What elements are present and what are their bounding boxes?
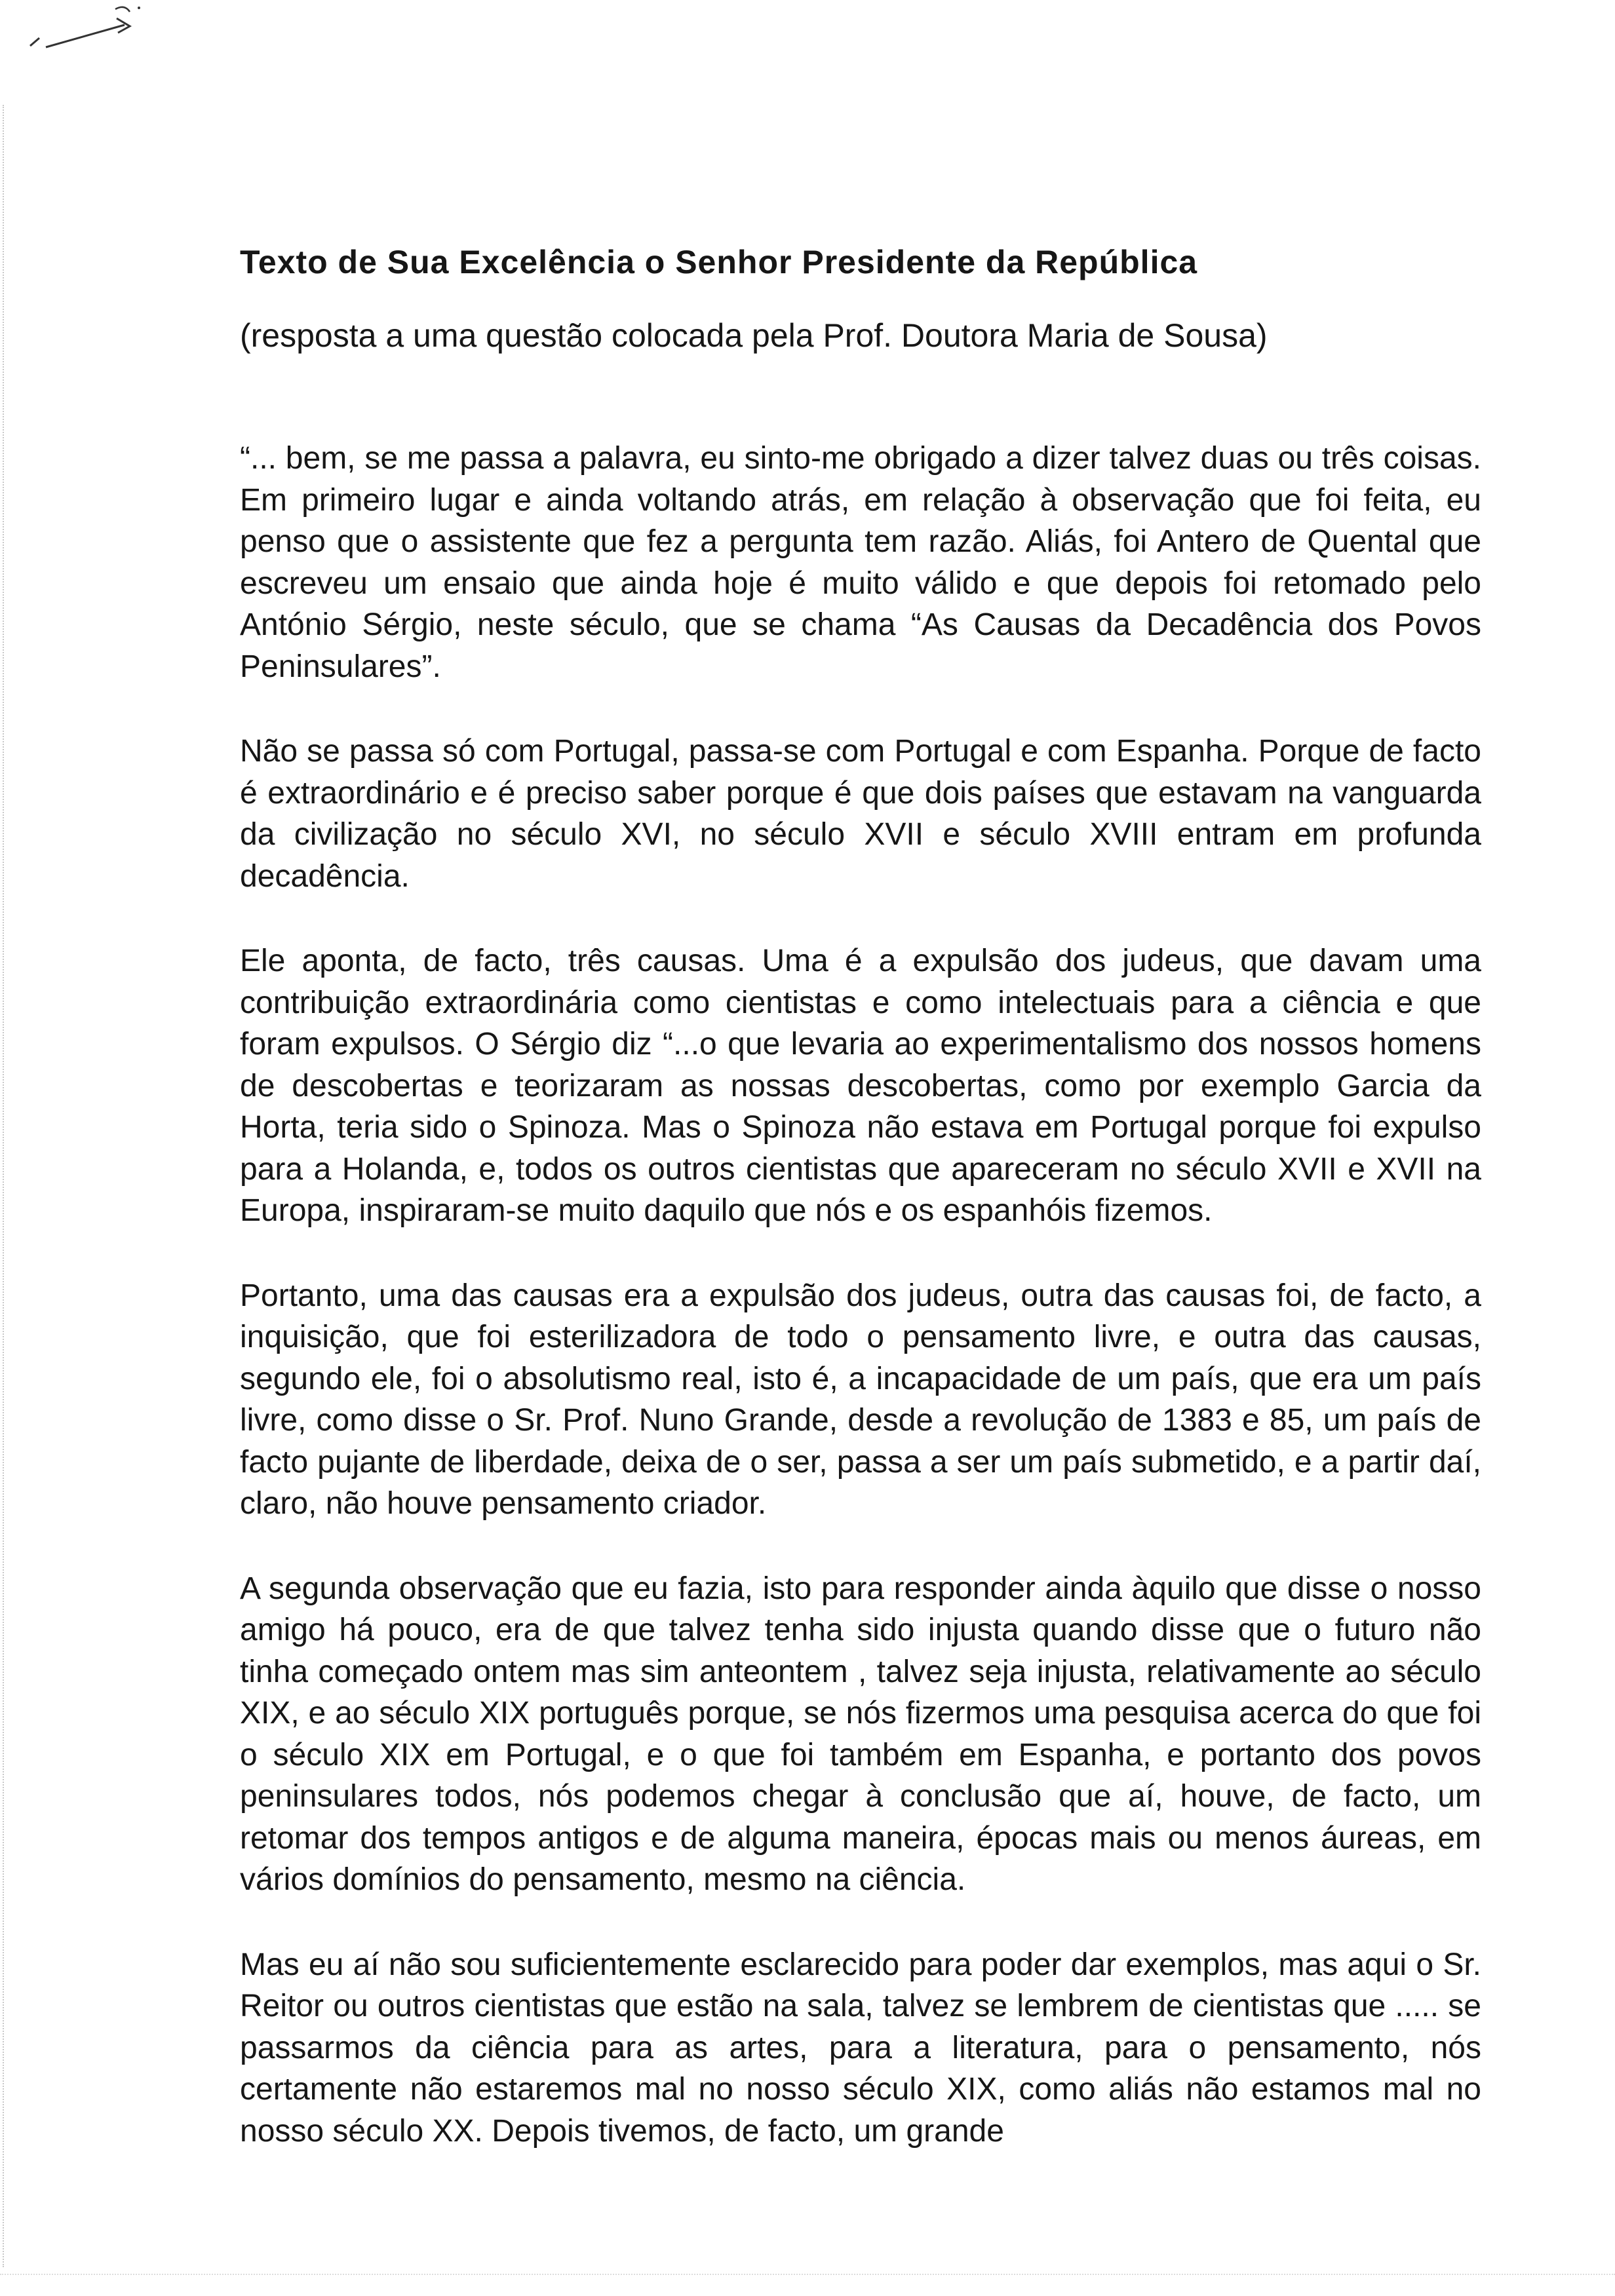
paragraph-3: Ele aponta, de facto, três causas. Uma é a expulsão dos judeus, que davam uma contribuição extraordinária como cientistas e como intelectuais para a ciência e que foram expulsos. O Sérgio diz “...o que levaria ao experimentalismo dos nossos homens de descobertas e teorizaram as nossas descobertas, como por exemplo Garcia da Horta, teria sido o Spinoza. Mas o Spinoza não estava em Portugal porque foi expulso para a Holanda, e, todos os outros cientistas que apareceram no século XVII e XVII na Europa, inspiraram-se muito daquilo que nós e os espanhóis fizemos. <box>240 944 1481 1228</box>
document-subtitle: (resposta a uma questão colocada pela Prof. Doutora Maria de Sousa) <box>240 317 1268 354</box>
scan-bottom-artifact <box>0 2274 1615 2283</box>
paragraph-6: Mas eu aí não sou suficientemente esclarecido para poder dar exemplos, mas aqui o Sr. Reitor ou outros cientistas que estão na sala, talvez se lembrem de cientistas que ..... se passarmos da ciência para as artes, para a literatura, para o pensamento, nós certamente não estaremos mal no nosso século XIX, como aliás não estamos mal no nosso século XX. Depois tivemos, de facto, um grande <box>240 1947 1481 2149</box>
scan-margin-artifact <box>3 105 9 2267</box>
handwritten-arrow-mark <box>26 0 157 59</box>
paragraph-4: Portanto, uma das causas era a expulsão dos judeus, outra das causas foi, de facto, a inquisição, que foi esterilizadora de todo o pensamento livre, e outra das causas, segundo ele, foi o absolutismo real, isto é, a incapacidade de um país, que era um país livre, como disse o Sr. Prof. Nuno Grande, desde a revolução de 1383 e 85, um país de facto pujante de liberdade, deixa de o ser, passa a ser um país submetido, e a partir daí, claro, não houve pensamento criador. <box>240 1278 1481 1521</box>
paragraph-2: Não se passa só com Portugal, passa-se com Portugal e com Espanha. Porque de facto é extraordinário e é preciso saber porque é que dois países que estavam na vanguarda da civilização no século XVI, no século XVII e século XVIII entram em profunda decadência. <box>240 734 1481 894</box>
document-content <box>240 241 1481 2195</box>
document-body <box>240 438 1481 2152</box>
paragraph-1: “... bem, se me passa a palavra, eu sinto-me obrigado a dizer talvez duas ou três coisas. Em primeiro lugar e ainda voltando atrás, em relação à observação que foi feita, eu penso que o assistente que fez a pergunta tem razão. Aliás, foi Antero de Quental que escreveu um ensaio que ainda hoje é muito válido e que depois foi retomado pelo António Sérgio, neste século, que se chama “As Causas da Decadência dos Povos Peninsulares”. <box>240 441 1481 684</box>
paragraph-5: A segunda observação que eu fazia, isto para responder ainda àquilo que disse o nosso amigo há pouco, era de que talvez tenha sido injusta quando disse que o futuro não tinha começado ontem mas sim anteontem , talvez seja injusta, relativamente ao século XIX, e ao século XIX português porque, se nós fizermos uma pesquisa acerca do que foi o século XIX em Portugal, e o que foi também em Espanha, e portanto dos povos peninsulares todos, nós podemos chegar à conclusão que aí, houve, de facto, um retomar dos tempos antigos e de alguma maneira, épocas mais ou menos áureas, em vários domínios do pensamento, mesmo na ciência. <box>240 1571 1481 1897</box>
document-title: Texto de Sua Excelência o Senhor Presidente da República <box>240 244 1198 280</box>
